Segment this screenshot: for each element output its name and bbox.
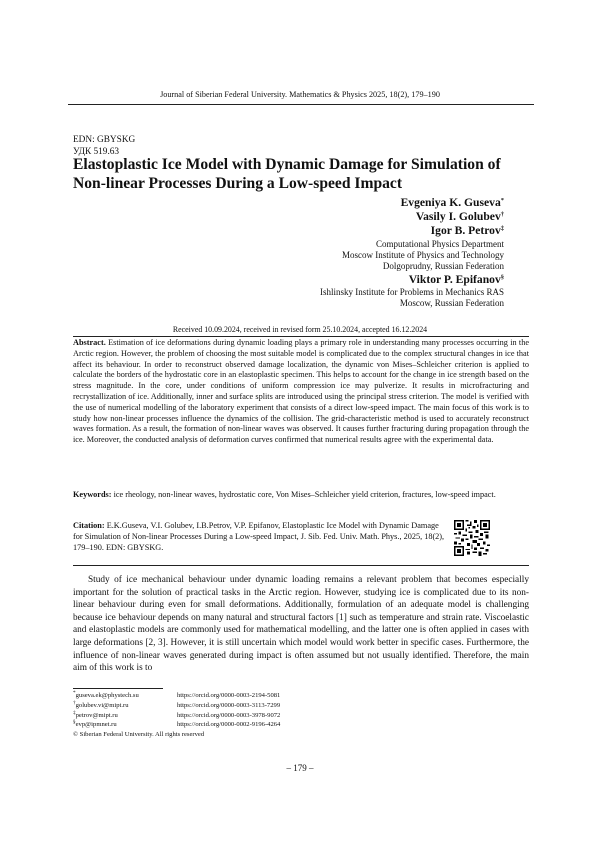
affiliation-line: Ishlinsky Institute for Problems in Mechanics RAS [320, 287, 504, 298]
keywords [73, 490, 529, 501]
footnote-email[interactable]: guseva.ek@phystech.su [75, 692, 139, 699]
identifiers [73, 134, 135, 158]
footnote-email[interactable]: evp@ipmnet.ru [75, 721, 117, 729]
footnotes [73, 691, 280, 740]
body-paragraph: Study of ice mechanical behaviour under dynamic loading remains a relevant problem that becomes especially important for the solution of practical tasks in the Arctic region. However, studying ice is complicated due to its non-linear behaviour during even for small deformations. Additionally, formulation of an adequate model is challenging because ice behaviour depends on many natural and structural factors [1] such as temperature and strain rate. Viscoelastic and elastoplastic models are commonly used for mathematical modelling, and the latter one is often applied in cases with large deformations [2, 3]. However, it is still uncertain which model would work better in specific cases. Furthermore, the influence of non-linear waves generated during impact is often assumed but not usually identified. Therefore, the main aim of this work is to [73, 575, 529, 674]
abstract-text: Estimation of ice deformations during dynamic loading plays a primary role in understanding many processes occurring in the Arctic region. However, the problem of choosing the most suitable model is complicated due to the complex structural changes in ice that affect its behaviour. In order to reconstruct observed damage localization, the dynamic von Mises–Schleicher criterion is applied to calculate the borders of the hydrostatic core in an elastoplastic specimen. This helps to account for the change in ice strength based on the stress magnitude. In the core, under conditions of uniform compression ice may pulverize. It results in microfracturing and recrystallization of ice. Additionally, inner and surface splits are introduced using the principal stress criterion. The model is verified with the use of numerical modelling of the laboratory experiment that consists of a direct low-speed impact. The main focus of this work is to study how non-linear processes influence the dynamics of the collision. The grid-characteristic method is used to accurately reconstruct waves formation. As a result, the formation of non-linear waves was observed. It causes further fracturing during propagation through the ice. Moreover, the conducted analysis of deformation curves confirmed that numerical results agree with the experimental data. [73, 338, 530, 445]
footnote-orcid[interactable]: https://orcid.org/0000-0002-9196-4264 [177, 721, 281, 729]
edn-code: EDN: GBYSKG [73, 135, 136, 145]
header-rule [68, 104, 534, 105]
affiliation-line: Dolgoprudny, Russian Federation [382, 261, 504, 272]
abstract [73, 338, 529, 446]
keywords-text: ice rheology, non-linear waves, hydrostatic core, Von Mises–Schleicher yield criterion, fractures, low-speed impact. [113, 490, 496, 499]
footnote-item [73, 711, 280, 721]
qr-code-icon [454, 520, 490, 556]
footnote-item [73, 691, 280, 701]
page-number: – 179 – [286, 763, 314, 773]
footnote-item [73, 720, 280, 730]
footnote-mark: * [73, 690, 76, 696]
footnote-orcid[interactable]: https://orcid.org/0000-0003-3113-7299 [177, 701, 281, 709]
keywords-label: Keywords: [73, 490, 112, 499]
footnote-email[interactable]: golubev.vi@mipt.ru [75, 701, 129, 709]
footnote-orcid[interactable]: https://orcid.org/0000-0003-2194-5081 [177, 692, 281, 699]
received-dates: Received 10.09.2024, received in revised form 25.10.2024, accepted 16.12.2024 [172, 325, 428, 334]
journal-header: Journal of Siberian Federal University. Mathematics & Physics 2025, 18(2), 179–190 [160, 90, 440, 99]
affiliation-line: Computational Physics Department [376, 238, 504, 249]
udk-code: УДК 519.63 [73, 147, 120, 157]
footnote-mark: § [73, 719, 76, 726]
footnote-orcid[interactable]: https://orcid.org/0000-0003-3978-9072 [177, 711, 281, 719]
footnote-rule [73, 688, 163, 689]
citation-text: E.K.Guseva, V.I. Golubev, I.B.Petrov, V.P. Epifanov, Elastoplastic Ice Model with Dynamic Damage for Simulation of Non-linear Processes During a Low-speed Impact, J. Sib. Fed. Univ. Math. Phys., 2025, 18(2), 179–190. EDN: GBYSKG. [73, 521, 445, 552]
abstract-bottom-rule [73, 565, 529, 566]
footnote-mark: † [73, 699, 76, 706]
footnote-mark: ‡ [73, 709, 76, 716]
abstract-top-rule [73, 336, 529, 337]
author-block [204, 196, 504, 310]
copyright-notice: © Siberian Federal University. All rights reserved [73, 731, 205, 739]
author-guseva: Evgeniya K. Guseva* [400, 196, 504, 209]
abstract-label: Abstract. [73, 338, 106, 347]
author-golubev: Vasily I. Golubev† [415, 210, 504, 224]
footnote-email[interactable]: petrov@mipt.ru [75, 711, 118, 719]
affiliation-line: Moscow Institute of Physics and Technology [342, 250, 504, 261]
citation-label: Citation: [73, 521, 105, 530]
author-epifanov: Viktor P. Epifanov§ [408, 272, 504, 286]
citation [73, 521, 445, 553]
affiliation-line: Moscow, Russian Federation [399, 298, 504, 309]
paper-title: Elastoplastic Ice Model with Dynamic Damage for Simulation of Non-linear Processes During a Low-speed Impact [73, 156, 501, 192]
footnote-item [73, 701, 280, 711]
author-petrov: Igor B. Petrov‡ [430, 224, 504, 238]
